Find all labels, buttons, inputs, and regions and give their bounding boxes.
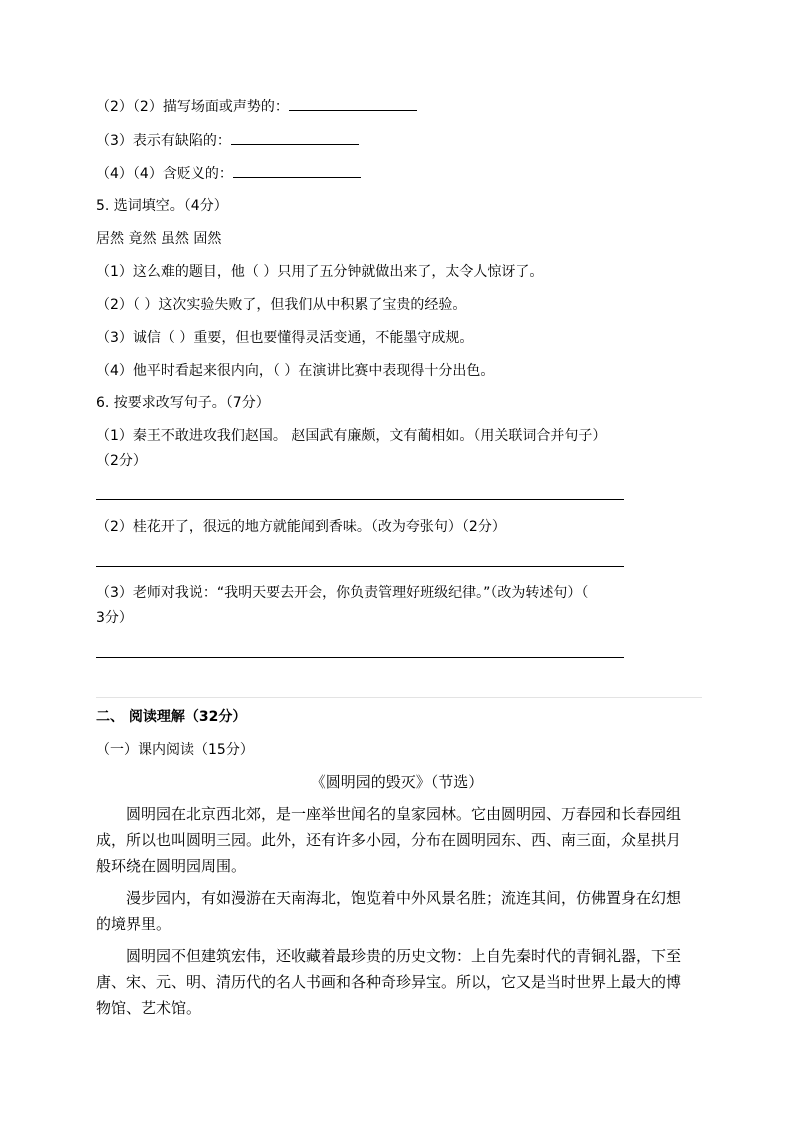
q4-item-3-text: （3）表示有缺陷的： xyxy=(96,133,231,149)
answer-line[interactable] xyxy=(96,566,624,567)
passage-paragraph-1: 圆明园在北京西北郊，是一座举世闻名的皇家园林。它由圆明园、万春园和长春园组成，所以也叫圆明三园。此外，还有许多小园，分布在圆明园东、西、南三面，众星拱月般环绕在圆明园周围。 xyxy=(96,805,682,875)
q5-item-2: （2）（ ）这次实验失败了，但我们从中积累了宝贵的经验。 xyxy=(96,297,467,313)
answer-line[interactable] xyxy=(96,499,624,500)
q5-item-1: （1）这么难的题目，他（ ）只用了五分钟就做出来了，太令人惊讶了。 xyxy=(96,264,544,280)
answer-blank[interactable] xyxy=(233,163,361,178)
q6-item-3-score: 3分） xyxy=(96,610,133,626)
q6-item-3: （3）老师对我说：“我明天要去开会，你负责管理好班级纪律。”（改为转述句）（ xyxy=(96,585,589,601)
passage-paragraph-2: 漫步园内，有如漫游在天南海北，饱览着中外风景名胜；流连其间，仿佛置身在幻想的境界里。 xyxy=(96,889,682,933)
section-2-subheading: （一）课内阅读（15分） xyxy=(96,742,254,758)
q4-item-4-text: （4）（4）含贬义的： xyxy=(96,166,233,182)
section-divider xyxy=(96,697,702,698)
passage-paragraph-3: 圆明园不但建筑宏伟，还收藏着最珍贵的历史文物：上自先秦时代的青铜礼器，下至唐、宋、元、明、清历代的名人书画和各种奇珍异宝。所以，它又是当时世界上最大的博物馆、艺术馆。 xyxy=(96,947,682,1017)
q5-heading: 5. 选词填空。（4分） xyxy=(96,198,228,214)
q6-item-1-score: （2分） xyxy=(96,453,147,469)
q6-item-2: （2）桂花开了，很远的地方就能闻到香味。（改为夸张句）（2分） xyxy=(96,519,506,535)
q5-item-3: （3）诚信（ ）重要，但也要懂得灵活变通，不能墨守成规。 xyxy=(96,330,474,346)
q4-item-2 xyxy=(96,96,417,117)
answer-blank[interactable] xyxy=(231,130,359,145)
section-2-heading: 二、 阅读理解（32分） xyxy=(96,709,247,725)
q6-heading: 6. 按要求改写句子。（7分） xyxy=(96,395,270,411)
answer-blank[interactable] xyxy=(289,96,417,111)
q4-item-2-text: （2）（2）描写场面或声势的： xyxy=(96,99,289,115)
q5-item-4: （4）他平时看起来很内向，（ ）在演讲比赛中表现得十分出色。 xyxy=(96,363,495,379)
q6-item-1: （1）秦王不敢进攻我们赵国。 赵国武有廉颇，文有蔺相如。（用关联词合并句子） xyxy=(96,428,607,444)
q4-item-3 xyxy=(96,130,359,151)
q4-item-4 xyxy=(96,163,361,184)
q5-word-bank: 居然 竟然 虽然 固然 xyxy=(96,231,222,247)
answer-line[interactable] xyxy=(96,657,624,658)
passage-title: 《圆明园的毁灭》（节选） xyxy=(310,773,484,791)
